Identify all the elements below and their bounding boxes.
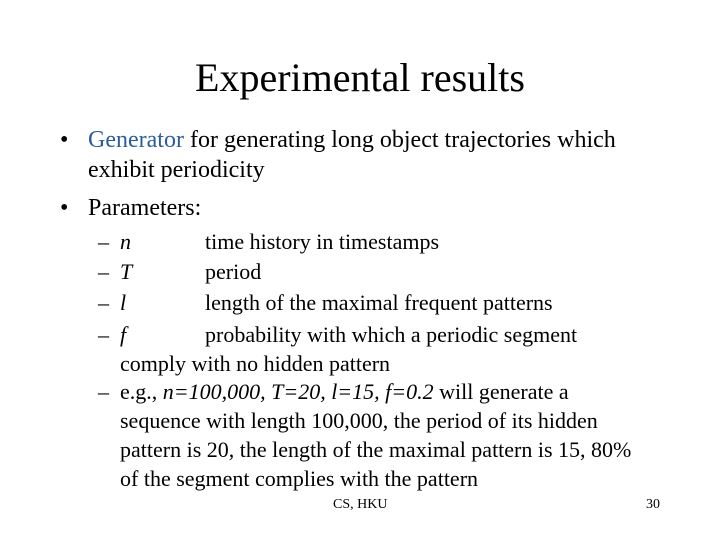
dash-marker: – [98,290,109,315]
bullet-text [88,125,658,185]
param-symbol: f [120,322,127,347]
example-prefix: e.g., [120,379,163,404]
bullet-marker: • [60,127,69,153]
slide-title: Experimental results [195,55,525,100]
example-rest: will generate a sequence with length 100,000, the period of its hidden pattern is 20, the length of the maximal pattern is 15, 80% of the segment complies with the pattern [120,379,632,491]
param-description: length of the maximal frequent patterns [205,290,553,315]
param-description: period [205,259,262,284]
bullet-text: Parameters: [88,195,202,221]
example-values: n=100,000, T=20, l=15, f=0.2 [162,379,434,404]
bullet-marker: • [60,195,69,221]
param-description: time history in timestamps [205,229,440,254]
footer-label: CS, HKU [333,497,388,512]
dash-marker: – [98,379,109,404]
generator-term: Generator [88,127,184,153]
bullet-text-rest: for generating long object trajectories which exhibit periodicity [88,127,616,183]
param-symbol: l [120,290,127,315]
param-description: probability with which a periodic segment [205,322,578,347]
param-symbol: T [120,259,133,284]
param-description-continuation: comply with no hidden pattern [120,351,391,376]
dash-marker: – [98,322,109,347]
page-number: 30 [646,497,660,512]
example-text [120,377,650,493]
param-symbol: n [120,229,131,254]
dash-marker: – [98,229,109,254]
dash-marker: – [98,259,109,284]
